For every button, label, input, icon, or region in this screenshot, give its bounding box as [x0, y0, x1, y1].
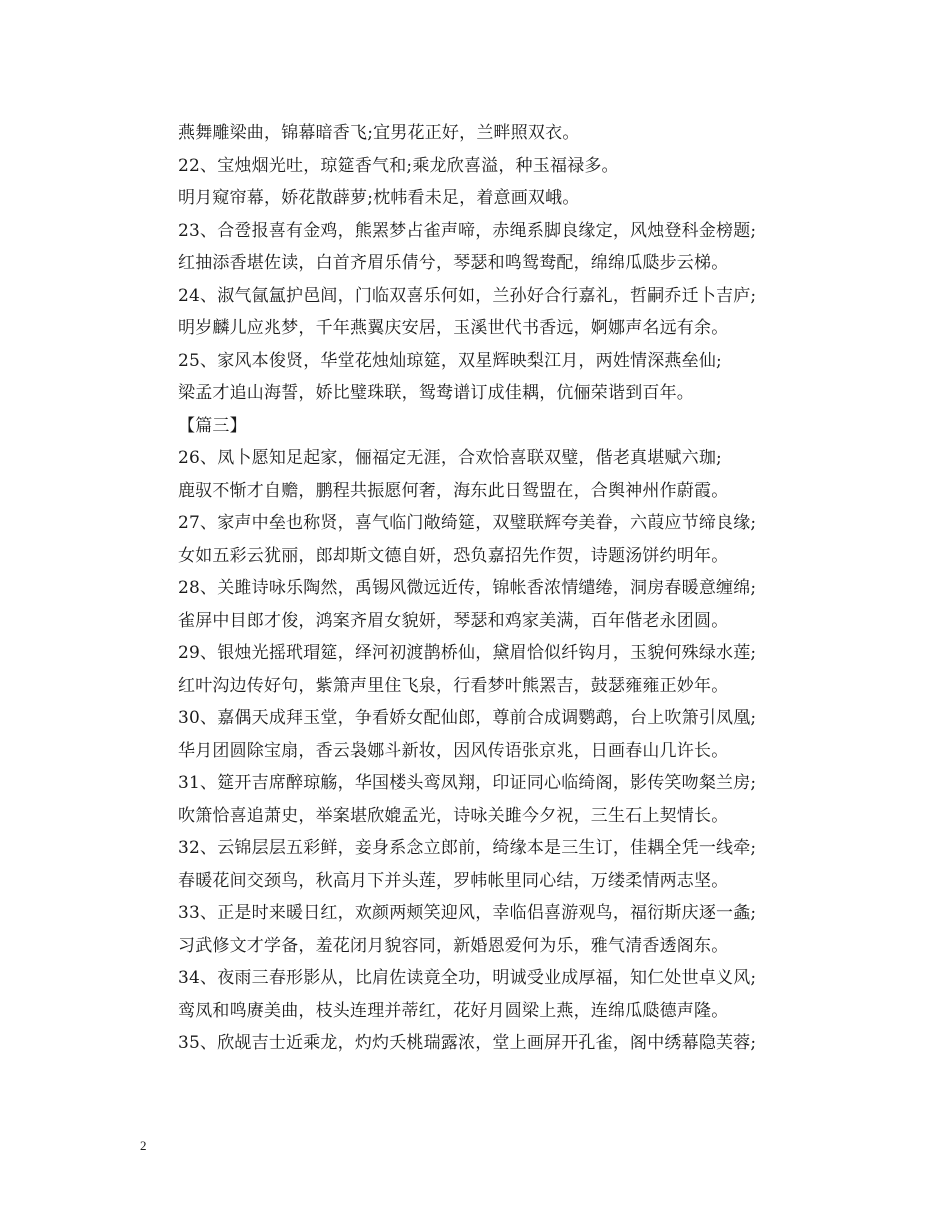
text-line: 习武修文才学备，羞花闭月貌容同，新婚恩爱何为乐，雅气清香透阁东。 — [178, 935, 729, 956]
text-line: 27、家声中垒也称贤，喜气临门敞绮筵，双璧联辉夸美眷，六葭应节缔良缘; — [178, 513, 757, 533]
text-line: 明岁麟儿应兆梦，千年燕翼庆安居，玉溪世代书香远，婀娜声名远有余。 — [178, 318, 729, 338]
text-line: 28、关雎诗咏乐陶然，禹锡风微远近传，锦帐香浓情缱绻，洞房春暖意缠绵; — [178, 578, 757, 598]
text-line: 23、合卺报喜有金鸡，熊罴梦占雀声啼，赤绳系脚良缘定，风烛登科金榜题; — [178, 220, 757, 241]
text-line: 红叶沟边传好句，紫箫声里住飞泉，行看梦叶熊罴吉，鼓瑟雍雍正妙年。 — [178, 675, 729, 696]
text-line: 鸾凤和鸣赓美曲，枝头连理并蒂红，花好月圆梁上燕，连绵瓜瓞德声隆。 — [178, 1000, 729, 1021]
document-body — [178, 117, 868, 1060]
text-line: 35、欣觇吉士近乘龙，灼灼夭桃瑞露浓，堂上画屏开孔雀，阁中绣幕隐芙蓉; — [178, 1033, 757, 1053]
text-line: 雀屏中目郎才俊，鸿案齐眉女貌妍，琴瑟和鸡家美满，百年偕老永团圆。 — [178, 610, 729, 631]
text-line: 鹿驭不惭才自赡，鹏程共振愿何奢，海东此日鸳盟在，合舆神州作蔚霞。 — [178, 480, 729, 501]
text-line: 春暖花间交颈鸟，秋高月下并头莲，罗帏帐里同心结，万缕柔情两志坚。 — [178, 870, 729, 891]
text-line: 33、正是时来暖日红，欢颜两颊笑迎风，幸临侣喜游观鸟，福衍斯庆逐一螽; — [178, 903, 757, 923]
text-line: 燕舞雕梁曲，锦幕暗香飞;宜男花正好，兰畔照双衣。 — [178, 123, 580, 143]
text-line: 吹箫恰喜追萧史，举案堪欣媲孟光，诗咏关雎今夕祝，三生石上契情长。 — [178, 805, 729, 826]
text-line: 26、凤卜愿知足起家，俪福定无涯，合欢恰喜联双璧，偕老真堪赋六珈; — [178, 448, 722, 468]
text-line: 女如五彩云犹丽，郎却斯文德自妍，恐负嘉招先作贺，诗题汤饼约明年。 — [178, 545, 729, 566]
page-number: 2 — [140, 1138, 147, 1153]
text-line: 明月窥帘幕，娇花散薜萝;枕帏看未足，着意画双峨。 — [178, 188, 580, 208]
text-line: 32、云锦层层五彩鲜，妾身系念立郎前，绮缘本是三生订，佳耦全凭一线牵; — [178, 838, 757, 858]
text-line: 34、夜雨三春形影从，比肩佐读竟全功，明诚受业成厚福，知仁处世卓义风; — [178, 968, 757, 988]
text-line: 29、银烛光摇玳瑁筵，绎河初渡鹊桥仙，黛眉恰似纤钩月，玉貌何殊绿水莲; — [178, 643, 757, 663]
text-line: 30、嘉偶天成拜玉堂，争看娇女配仙郎，尊前合成调鹦鹉，台上吹箫引凤凰; — [178, 708, 757, 728]
text-line: 31、筵开吉席醉琼觞，华国楼头鸾凤翔，印证同心临绮阁，影传笑吻粲兰房; — [178, 773, 757, 793]
text-line: 22、宝烛烟光吐，琼筵香气和;乘龙欣喜溢，种玉福禄多。 — [178, 155, 619, 176]
text-line: 梁孟才追山海誓，娇比璧珠联，鸳鸯谱订成佳耦，伉俪荣谐到百年。 — [178, 383, 694, 403]
text-line: 红抽添香堪佐读，白首齐眉乐倩兮，琴瑟和鸣鸳鸯配，绵绵瓜瓞步云梯。 — [178, 253, 729, 273]
text-line: 25、家风本俊贤，华堂花烛灿琼筵，双星辉映梨江月，两姓情深燕垒仙; — [178, 350, 722, 371]
text-line: 24、淑气氤氲护邑闾，门临双喜乐何如，兰孙好合行嘉礼，哲嗣乔迁卜吉庐; — [178, 285, 757, 306]
text-line: 华月团圆除宝扇，香云袅娜斗新妆，因风传语张京兆，日画春山几许长。 — [178, 740, 729, 761]
section-heading: 【篇三】 — [178, 415, 247, 436]
